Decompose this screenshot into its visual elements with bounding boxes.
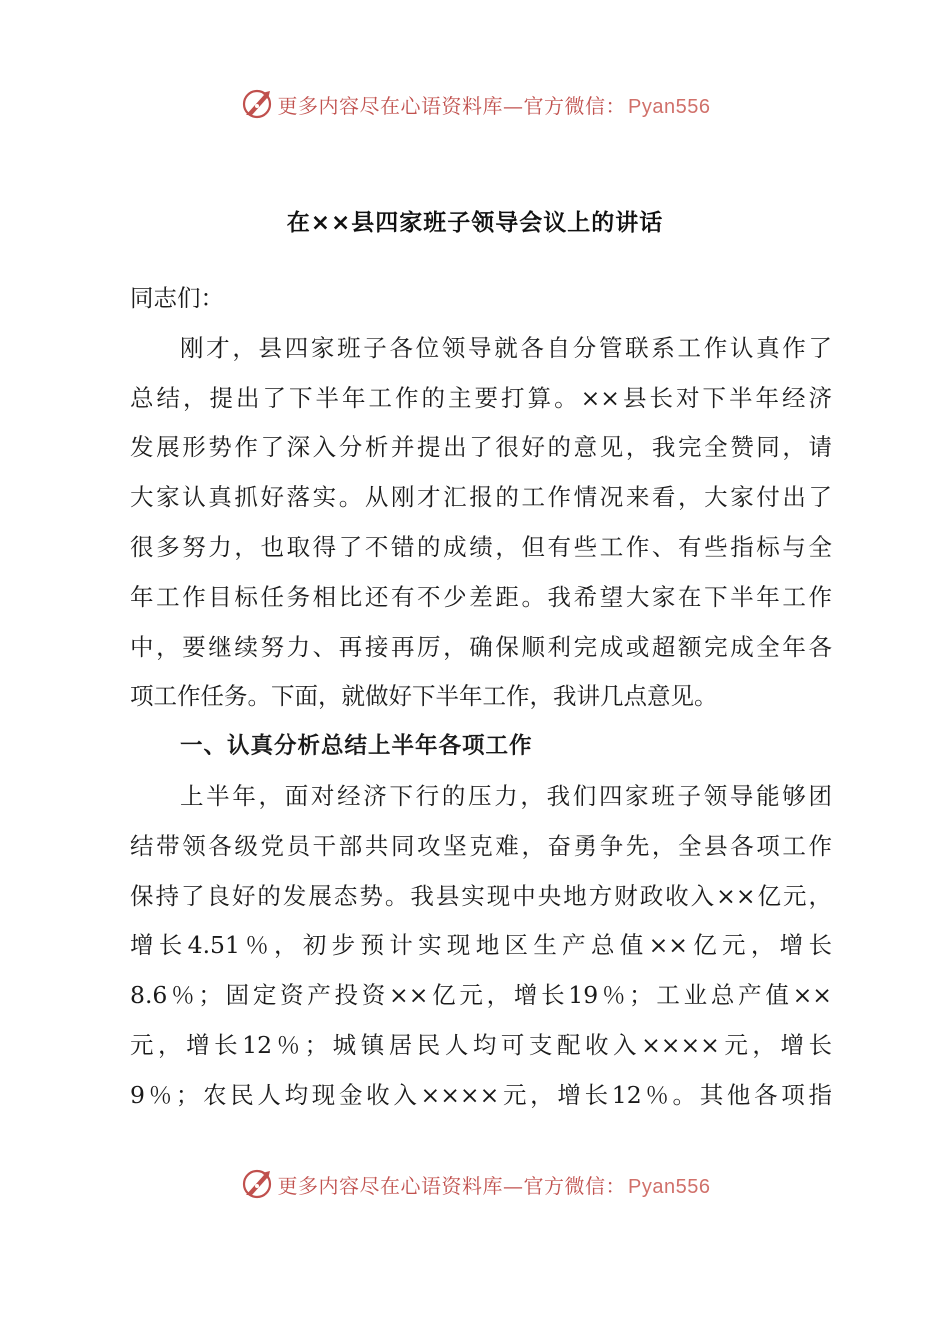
paragraph-1-line: 很多努力，也取得了不错的成绩，但有些工作、有些指标与全 — [130, 532, 832, 561]
paragraph-2-line: 元，增长12％；城镇居民人均可支配收入××××元，增长 — [130, 1030, 832, 1059]
paragraph-2-line: 上半年，面对经济下行的压力，我们四家班子领导能够团 — [180, 781, 832, 810]
paragraph-1-line: 刚才，县四家班子各位领导就各自分管联系工作认真作了 — [180, 333, 832, 362]
paragraph-1-line: 中，要继续努力、再接再厉，确保顺利完成或超额完成全年各 — [130, 632, 832, 661]
paragraph-2-line: 保持了良好的发展态势。我县实现中央地方财政收入××亿元， — [130, 881, 832, 910]
paragraph-2-line: 增长4.51％，初步预计实现地区生产总值××亿元，增长 — [130, 931, 832, 960]
banner-wechat-id: Pyan556 — [628, 95, 711, 118]
paragraph-1-line: 总结，提出了下半年工作的主要打算。××县长对下半年经济 — [130, 383, 832, 412]
fountain-pen-logo-icon — [240, 87, 274, 121]
footer-watermark-banner — [0, 1162, 950, 1206]
paragraph-2-line: 结带领各级党员干部共同攻坚克难，奋勇争先，全县各项工作 — [130, 831, 832, 860]
banner-wechat-id: Pyan556 — [628, 1175, 711, 1198]
banner-text: 更多内容尽在心语资料库—官方微信： Pyan556 — [277, 93, 711, 118]
paragraph-1-line: 项工作任务。下面，就做好下半年工作，我讲几点意见。 — [130, 682, 718, 711]
paragraph-1-line: 大家认真抓好落实。从刚才汇报的工作情况来看，大家付出了 — [130, 483, 832, 512]
paragraph-1-line: 发展形势作了深入分析并提出了很好的意见，我完全赞同，请 — [130, 433, 832, 462]
document-title: 在××县四家班子领导会议上的讲话 — [286, 210, 664, 236]
paragraph-1-line: 年工作目标任务相比还有不少差距。我希望大家在下半年工作 — [130, 582, 832, 611]
paragraph-2-line: 8.6％；固定资产投资××亿元，增长19％；工业总产值×× — [130, 981, 832, 1010]
greeting: 同志们： — [130, 284, 224, 312]
header-watermark-banner — [0, 82, 950, 126]
banner-text: 更多内容尽在心语资料库—官方微信： Pyan556 — [277, 1173, 711, 1198]
paragraph-2-line: 9％；农民人均现金收入××××元，增长12％。其他各项指 — [130, 1080, 832, 1109]
fountain-pen-logo-icon — [240, 1167, 274, 1201]
document-body — [130, 274, 832, 1121]
section-heading-1: 一、认真分析总结上半年各项工作 — [180, 733, 533, 760]
